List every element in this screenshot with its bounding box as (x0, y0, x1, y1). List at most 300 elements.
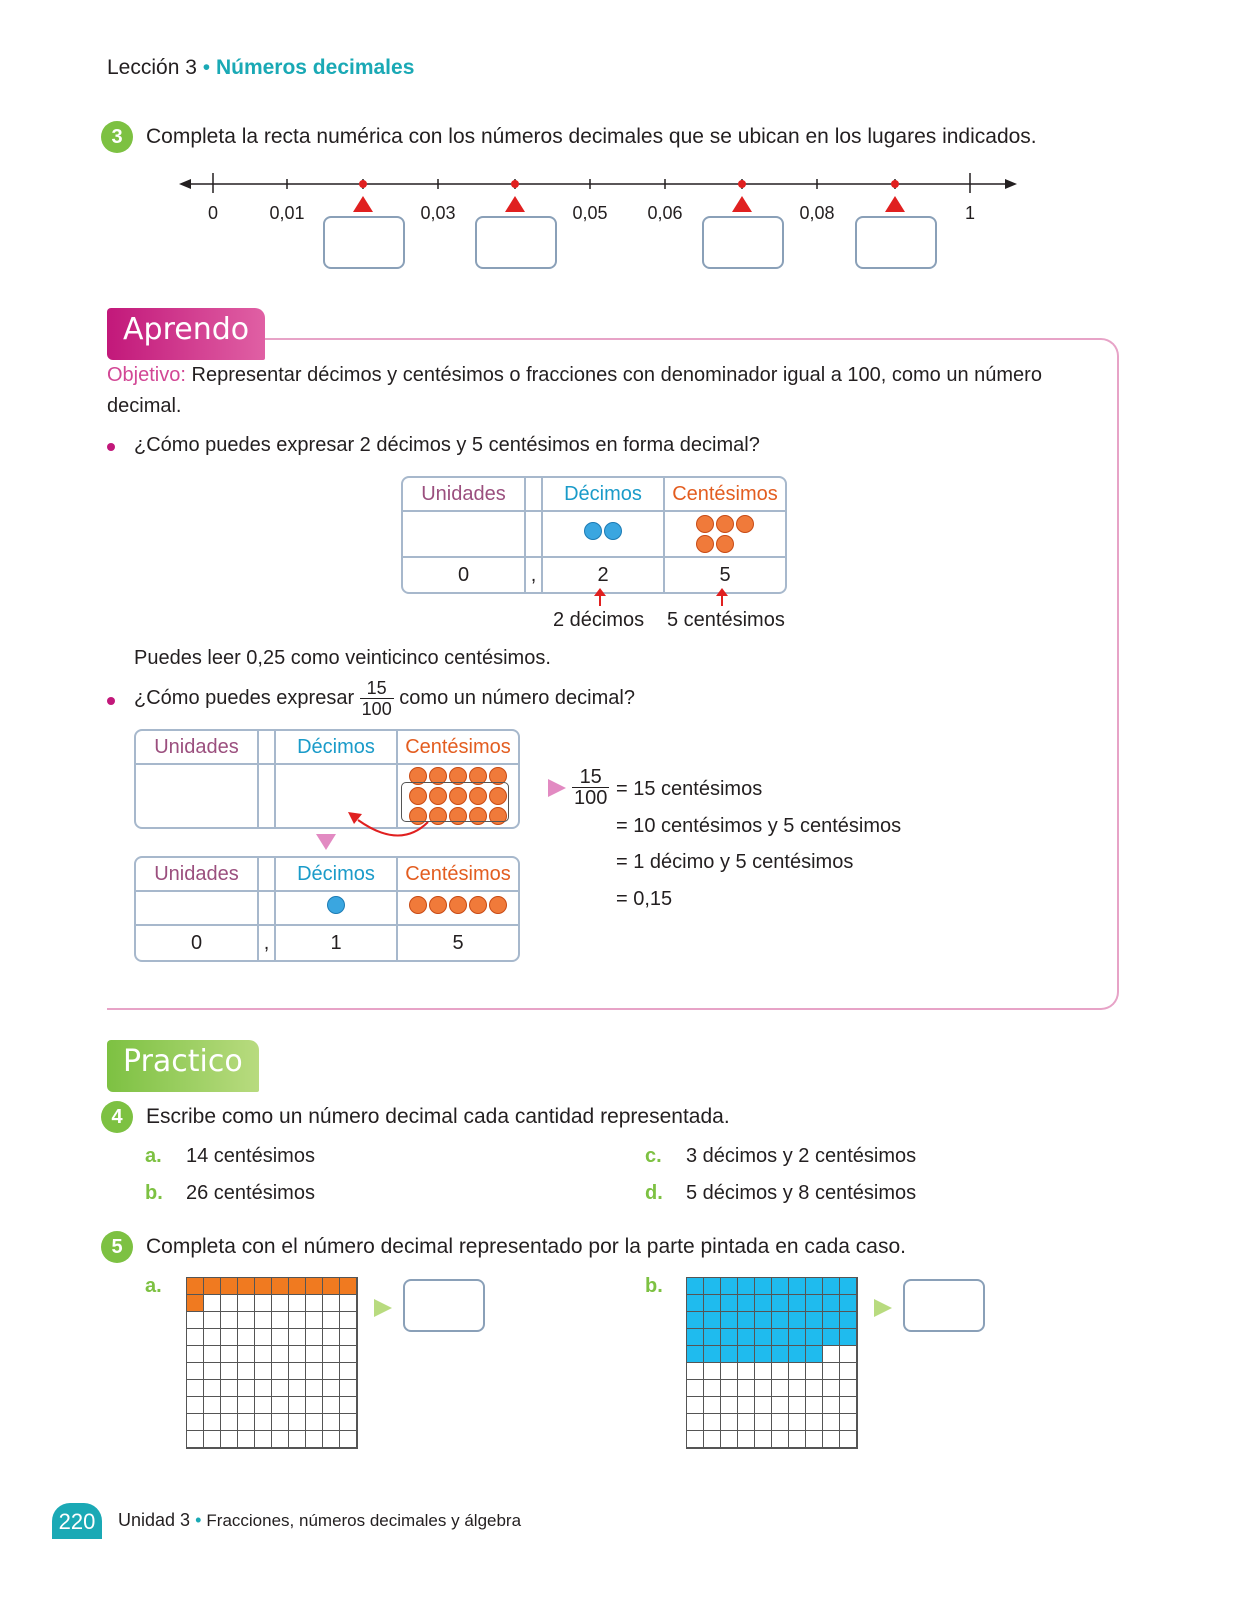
grid-cell (687, 1312, 704, 1329)
item-text: 26 centésimos (186, 1182, 315, 1204)
grid-cell (221, 1312, 238, 1329)
denominator: 100 (361, 699, 392, 719)
grid-cell (840, 1329, 857, 1346)
marker-triangle-icon (353, 196, 373, 212)
grid-cell (323, 1431, 340, 1448)
grid-cell (721, 1329, 738, 1346)
red-arrows (590, 588, 740, 608)
equation-line: = 0,15 (616, 888, 673, 910)
grid-cell (340, 1380, 357, 1397)
number-line-answer-box[interactable] (855, 216, 937, 269)
grid-cell (738, 1380, 755, 1397)
q2-text-after: como un número decimal? (399, 686, 635, 709)
grid-cell (772, 1380, 789, 1397)
grid-cell (721, 1363, 738, 1380)
place-value-table-2-top (134, 729, 520, 829)
grid-cell (687, 1380, 704, 1397)
grid-cell (721, 1431, 738, 1448)
bullet-1 (107, 443, 115, 451)
grid-cell (204, 1431, 221, 1448)
hundredth-dot (716, 515, 734, 533)
question-3-text: Completa la recta numérica con los números decimales que se ubican en los lugares indicados. (146, 125, 1037, 148)
separator-cell (526, 478, 543, 512)
grid-cell (738, 1431, 755, 1448)
marker-triangle-icon (732, 196, 752, 212)
grid-cell (755, 1380, 772, 1397)
grid-cell (187, 1363, 204, 1380)
grid-cell (306, 1363, 323, 1380)
grid-cell (187, 1312, 204, 1329)
grid-cell (255, 1397, 272, 1414)
grid-cell (306, 1278, 323, 1295)
aprendo-question-1: ¿Cómo puedes expresar 2 décimos y 5 centésimos en forma decimal? (134, 434, 760, 456)
grid-cell (687, 1397, 704, 1414)
grid-cell (306, 1414, 323, 1431)
grid-cell (340, 1414, 357, 1431)
hundredth-dot (489, 896, 507, 914)
green-pointer-a (373, 1298, 393, 1318)
header-hundredths: Centésimos (398, 858, 518, 892)
grid-cell (823, 1312, 840, 1329)
grid-cell (255, 1295, 272, 1312)
aprendo-question-2 (134, 678, 635, 719)
grid-cell (721, 1295, 738, 1312)
grid-cell (704, 1380, 721, 1397)
grid-cell (340, 1278, 357, 1295)
marker-dot (511, 180, 519, 188)
grid-cell (704, 1414, 721, 1431)
objective (107, 360, 1067, 422)
tenths-value: 2 (543, 558, 665, 592)
question-4-badge: 4 (101, 1101, 133, 1133)
tick-label: 0,06 (647, 203, 683, 223)
grid-cell (687, 1329, 704, 1346)
grid-cell (289, 1295, 306, 1312)
grid-cell (704, 1397, 721, 1414)
grid-cell (272, 1329, 289, 1346)
grid-cell (823, 1278, 840, 1295)
grid-cell (755, 1278, 772, 1295)
grid-cell (755, 1431, 772, 1448)
tenths-dots (276, 892, 398, 926)
grid-cell (789, 1431, 806, 1448)
grid-cell (323, 1329, 340, 1346)
grid-cell (738, 1363, 755, 1380)
item-text: 3 décimos y 2 centésimos (686, 1145, 917, 1167)
grid-cell (704, 1329, 721, 1346)
equation-line: = 15 centésimos (616, 778, 763, 800)
tenths-value: 1 (276, 926, 398, 960)
grid-cell (204, 1363, 221, 1380)
grid-cell (806, 1380, 823, 1397)
grid-cell (704, 1312, 721, 1329)
grid-cell (340, 1329, 357, 1346)
units-dots (136, 765, 259, 827)
pink-pointer (547, 778, 567, 798)
grid-cell (704, 1278, 721, 1295)
equation-line: = 1 décimo y 5 centésimos (616, 851, 854, 873)
grid-cell (823, 1414, 840, 1431)
grid-cell (323, 1397, 340, 1414)
grid-cell (806, 1295, 823, 1312)
play-triangle-icon (874, 1299, 892, 1317)
grid-cell (272, 1278, 289, 1295)
grid-cell (204, 1380, 221, 1397)
footer-unit: Unidad 3 (118, 1510, 191, 1530)
marker-dot (891, 180, 899, 188)
bullet-dot: • (202, 56, 211, 79)
marker-triangle-icon (885, 196, 905, 212)
grid-cell (789, 1397, 806, 1414)
regroup-arrow (340, 800, 440, 846)
label-tenths: 2 décimos (553, 609, 645, 631)
play-triangle-icon (374, 1299, 392, 1317)
grid-cell (840, 1397, 857, 1414)
grid-cell (738, 1414, 755, 1431)
grid-cell (806, 1363, 823, 1380)
grid-cell (323, 1295, 340, 1312)
grid-cell (823, 1380, 840, 1397)
bullet-2 (107, 697, 115, 705)
grid-cell (238, 1363, 255, 1380)
grid-cell (840, 1312, 857, 1329)
tick-label: 0,03 (420, 203, 456, 223)
hundredth-dot (469, 896, 487, 914)
item-letter: c. (645, 1145, 662, 1167)
separator-cell (259, 765, 276, 827)
grid-cell (823, 1397, 840, 1414)
grid-cell (306, 1346, 323, 1363)
grid-cell (772, 1329, 789, 1346)
grid-cell (340, 1346, 357, 1363)
grid-cell (238, 1397, 255, 1414)
grid-cell (323, 1414, 340, 1431)
marker-triangle-icon (505, 196, 525, 212)
label-hundredths: 5 centésimos (667, 609, 785, 631)
answer-box-b[interactable] (903, 1279, 985, 1332)
triangle-down-icon (316, 834, 336, 850)
grid-cell (306, 1397, 323, 1414)
grid-cell (255, 1431, 272, 1448)
hundredths-value: 5 (452, 931, 464, 954)
separator-cell (259, 892, 276, 926)
units-value: 0 (403, 558, 526, 592)
grid-cell (840, 1380, 857, 1397)
hundredths-value: 5 (719, 563, 731, 586)
grid-cell (272, 1380, 289, 1397)
grid-cell (789, 1380, 806, 1397)
separator-cell (259, 858, 276, 892)
marker-dot (359, 180, 367, 188)
grid-cell (255, 1346, 272, 1363)
grid-cell (772, 1363, 789, 1380)
green-pointer-b (873, 1298, 893, 1318)
grid-cell (272, 1431, 289, 1448)
grid-cell (221, 1431, 238, 1448)
grid-cell (738, 1329, 755, 1346)
header-units: Unidades (403, 478, 526, 512)
tick-label: 0,08 (799, 203, 835, 223)
grid-cell (204, 1397, 221, 1414)
grid-cell (187, 1431, 204, 1448)
hundredth-dot (409, 896, 427, 914)
number-line-answer-box[interactable] (475, 216, 557, 269)
grid-cell (687, 1363, 704, 1380)
grid-cell (840, 1295, 857, 1312)
grid-cell (772, 1295, 789, 1312)
grid-cell (272, 1295, 289, 1312)
grid-cell (772, 1346, 789, 1363)
grid-cell (289, 1431, 306, 1448)
grid-cell (289, 1278, 306, 1295)
grid-cell (221, 1380, 238, 1397)
grid-cell (204, 1346, 221, 1363)
grid-cell (806, 1414, 823, 1431)
grid-cell (238, 1295, 255, 1312)
grid-cell (272, 1363, 289, 1380)
grid-cell (687, 1278, 704, 1295)
equation-line: = 10 centésimos y 5 centésimos (616, 815, 902, 837)
grid-cell (255, 1380, 272, 1397)
equation-fraction (572, 767, 609, 808)
grid-cell (238, 1431, 255, 1448)
tick-label: 0 (207, 203, 218, 223)
hundredths-dots (398, 892, 518, 926)
hundredth-dot (736, 515, 754, 533)
separator-cell (259, 731, 276, 765)
hundredth-dot (696, 535, 714, 553)
grid-cell (772, 1397, 789, 1414)
reading-note: Puedes leer 0,25 como veinticinco centésimos. (134, 647, 551, 669)
separator-cell (526, 512, 543, 558)
header-hundredths: Centésimos (398, 731, 518, 765)
grid-cell (323, 1278, 340, 1295)
aprendo-tab: Aprendo (107, 308, 265, 360)
lesson-topic: Números decimales (215, 56, 415, 79)
grid-cell (738, 1295, 755, 1312)
q5-letter-a: a. (145, 1275, 162, 1297)
grid-cell (704, 1431, 721, 1448)
item-letter: b. (145, 1182, 163, 1204)
footer-title: Fracciones, números decimales y álgebra (206, 1511, 522, 1530)
arrow-up-icon (594, 588, 606, 596)
grid-cell (221, 1397, 238, 1414)
lesson-header (107, 56, 414, 80)
grid-cell (238, 1278, 255, 1295)
grid-cell (306, 1380, 323, 1397)
grid-cell (187, 1329, 204, 1346)
arrow-up-icon (716, 588, 728, 596)
hundredth-dot (449, 896, 467, 914)
grid-cell (704, 1363, 721, 1380)
grid-cell (340, 1312, 357, 1329)
grid-cell (323, 1363, 340, 1380)
grid-cell (789, 1414, 806, 1431)
grid-cell (687, 1295, 704, 1312)
grid-cell (687, 1431, 704, 1448)
fraction (360, 678, 394, 719)
number-line-answer-box[interactable] (323, 216, 405, 269)
answer-box-a[interactable] (403, 1279, 485, 1332)
grid-cell (272, 1312, 289, 1329)
header-hundredths: Centésimos (665, 478, 785, 512)
grid-cell (289, 1329, 306, 1346)
numerator: 15 (360, 678, 394, 699)
grid-cell (323, 1312, 340, 1329)
q2-text-before: ¿Cómo puedes expresar (134, 686, 355, 709)
tenth-dot (327, 896, 345, 914)
grid-cell (221, 1346, 238, 1363)
grid-cell (755, 1295, 772, 1312)
tenth-dot (584, 522, 602, 540)
grid-cell (721, 1397, 738, 1414)
grid-cell (806, 1346, 823, 1363)
grid-cell (806, 1312, 823, 1329)
grid-cell (806, 1397, 823, 1414)
grid-cell (187, 1278, 204, 1295)
q5-letter-b: b. (645, 1275, 663, 1297)
grid-cell (187, 1414, 204, 1431)
grid-cell (340, 1363, 357, 1380)
lesson-number: Lección 3 (107, 56, 197, 79)
down-triangle (315, 833, 337, 851)
hundred-grid-a (186, 1277, 358, 1449)
grid-cell (204, 1278, 221, 1295)
grid-cell (687, 1414, 704, 1431)
objective-label: Objetivo: (107, 364, 186, 386)
grid-cell (221, 1329, 238, 1346)
header-units: Unidades (136, 731, 259, 765)
grid-cell (738, 1312, 755, 1329)
grid-cell (789, 1329, 806, 1346)
hundredth-dot (696, 515, 714, 533)
grid-cell (187, 1295, 204, 1312)
item-letter: d. (645, 1182, 663, 1204)
grid-cell (755, 1312, 772, 1329)
grid-cell (306, 1312, 323, 1329)
grid-cell (255, 1363, 272, 1380)
grid-cell (738, 1397, 755, 1414)
header-units: Unidades (136, 858, 259, 892)
marker-dot (738, 180, 746, 188)
grid-cell (840, 1363, 857, 1380)
tick-label: 0,05 (572, 203, 608, 223)
grid-cell (289, 1414, 306, 1431)
grid-cell (187, 1346, 204, 1363)
grid-cell (840, 1431, 857, 1448)
header-tenths: Décimos (276, 731, 398, 765)
grid-cell (255, 1278, 272, 1295)
grid-cell (204, 1329, 221, 1346)
question-4-text: Escribe como un número decimal cada cantidad representada. (146, 1105, 730, 1128)
grid-cell (823, 1431, 840, 1448)
grid-cell (187, 1380, 204, 1397)
grid-cell (806, 1329, 823, 1346)
grid-cell (704, 1295, 721, 1312)
grid-cell (255, 1414, 272, 1431)
grid-cell (789, 1295, 806, 1312)
decimal-comma: , (259, 926, 276, 960)
grid-cell (221, 1278, 238, 1295)
practico-tab: Practico (107, 1040, 259, 1092)
objective-text: Representar décimos y centésimos o fracciones con denominador igual a 100, como un número decimal. (107, 364, 1042, 417)
grid-cell (340, 1431, 357, 1448)
right-arrow-icon (1005, 179, 1017, 189)
units-dots (403, 512, 526, 558)
grid-cell (806, 1278, 823, 1295)
grid-cell (272, 1414, 289, 1431)
grid-cell (289, 1380, 306, 1397)
grid-cell (738, 1346, 755, 1363)
header-tenths: Décimos (276, 858, 398, 892)
footer-text (118, 1510, 521, 1531)
grid-cell (772, 1312, 789, 1329)
tick-label: 0,01 (269, 203, 305, 223)
hundredth-dot (716, 535, 734, 553)
grid-cell (738, 1278, 755, 1295)
grid-cell (323, 1346, 340, 1363)
fraction (572, 767, 609, 808)
grid-cell (238, 1414, 255, 1431)
grid-cell (204, 1312, 221, 1329)
grid-cell (323, 1380, 340, 1397)
grid-cell (306, 1295, 323, 1312)
hundredth-dot (429, 896, 447, 914)
grid-cell (840, 1346, 857, 1363)
grid-cell (772, 1431, 789, 1448)
units-dots (136, 892, 259, 926)
grid-cell (255, 1312, 272, 1329)
grid-cell (306, 1329, 323, 1346)
item-text: 14 centésimos (186, 1145, 315, 1167)
grid-cell (823, 1329, 840, 1346)
curved-arrow-icon (358, 820, 428, 836)
place-value-table-2-bottom (134, 856, 520, 962)
grid-cell (340, 1295, 357, 1312)
denominator: 100 (574, 787, 608, 809)
place-value-table-1 (401, 476, 787, 594)
question-5-badge: 5 (101, 1231, 133, 1263)
question-3-badge: 3 (101, 121, 133, 153)
grid-cell (789, 1363, 806, 1380)
grid-cell (755, 1329, 772, 1346)
grid-cell (789, 1278, 806, 1295)
grid-cell (823, 1363, 840, 1380)
number-line-answer-box[interactable] (702, 216, 784, 269)
grid-cell (255, 1329, 272, 1346)
header-tenths: Décimos (543, 478, 665, 512)
grid-cell (789, 1312, 806, 1329)
grid-cell (772, 1278, 789, 1295)
tenth-dot (604, 522, 622, 540)
grid-cell (204, 1414, 221, 1431)
decimal-comma: , (526, 558, 543, 592)
grid-cell (789, 1346, 806, 1363)
units-value: 0 (136, 926, 259, 960)
grid-cell (238, 1346, 255, 1363)
question-5-text: Completa con el número decimal representado por la parte pintada en cada caso. (146, 1235, 906, 1258)
grid-cell (721, 1278, 738, 1295)
grid-cell (272, 1346, 289, 1363)
grid-cell (289, 1397, 306, 1414)
grid-cell (306, 1431, 323, 1448)
grid-cell (806, 1431, 823, 1448)
grid-cell (238, 1380, 255, 1397)
grid-cell (772, 1414, 789, 1431)
tick-label: 1 (964, 203, 975, 223)
grid-cell (238, 1329, 255, 1346)
grid-cell (221, 1295, 238, 1312)
